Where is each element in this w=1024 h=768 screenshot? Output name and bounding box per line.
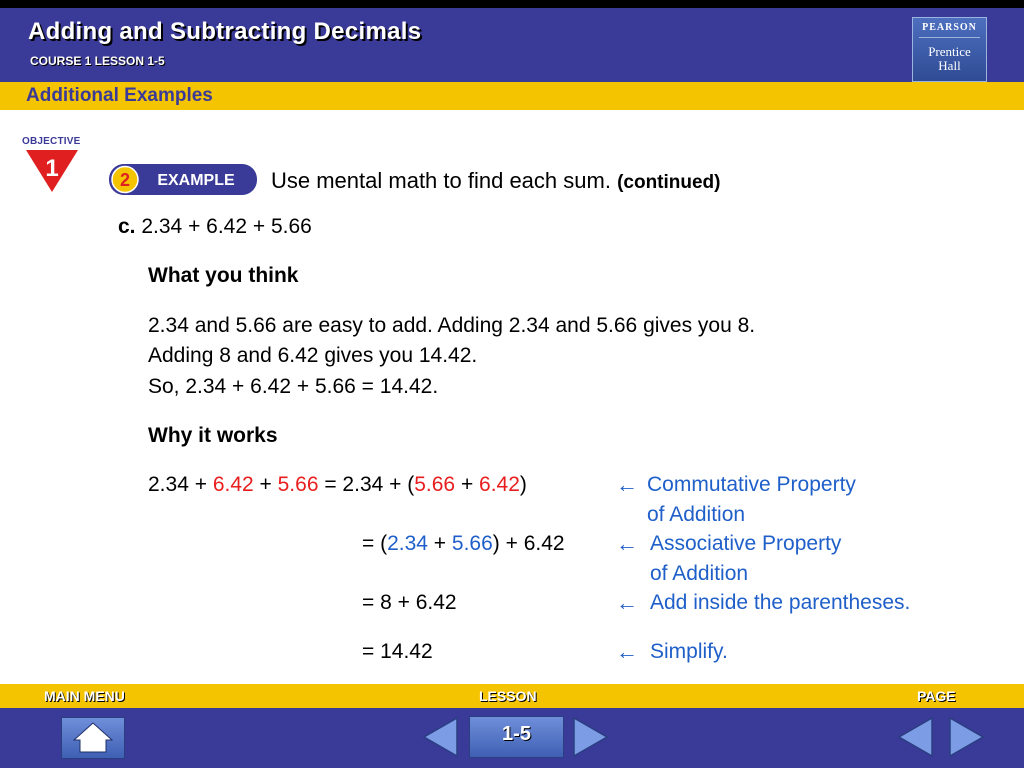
prev-page-arrow-icon [899,718,932,756]
think-line-2: Adding 8 and 6.42 gives you 14.42. [148,344,478,367]
step-3-arrow-icon: ← [616,590,638,615]
step-2-arrow-icon: ← [616,531,638,556]
step-2-part: + [427,532,452,555]
think-heading: What you think [148,264,299,287]
main-menu-label: MAIN MENU [44,688,125,704]
think-line-3: So, 2.34 + 6.42 + 5.66 = 14.42. [148,375,439,398]
step-1-red-term: 6.42 [479,473,520,496]
step-1-note-line-2: of Addition [647,503,746,526]
course-lesson-subtitle: COURSE 1 LESSON 1-5 [30,54,165,68]
example-heading [271,168,721,194]
problem-letter: c. [118,215,136,238]
step-2-equation [362,532,565,556]
works-heading: Why it works [148,424,278,447]
step-1-part: = 2.34 + ( [318,473,415,496]
example-number: 2 [119,170,131,190]
logo-divider [919,37,980,38]
next-lesson-arrow-icon [574,718,607,756]
next-page-button[interactable] [946,716,986,758]
lesson-label: LESSON [479,688,537,704]
step-2-note-line-1: Associative Property [650,532,842,555]
continued-note: (continued) [617,172,721,193]
page-title: Adding and Subtracting Decimals [28,18,422,45]
logo-line-3: Hall [938,58,961,73]
example-heading-text: Use mental math to find each sum. [271,168,611,193]
objective-label: OBJECTIVE [22,136,81,147]
step-1-red-term: 5.66 [414,473,456,496]
step-2-part: ) + 6.42 [492,532,565,555]
step-3-note: Add inside the parentheses. [650,591,911,614]
logo-line-2: Prentice [928,44,971,59]
step-1-part: 2.34 + [148,473,213,496]
problem-expression: 2.34 + 6.42 + 5.66 [141,215,312,238]
example-label: EXAMPLE [157,172,235,189]
main-menu-button[interactable] [61,717,125,759]
prev-lesson-button[interactable] [421,716,461,758]
think-line-1: 2.34 and 5.66 are easy to add. Adding 2.34 and 5.66 gives you 8. [148,314,756,337]
next-lesson-button[interactable] [570,716,610,758]
step-1-part: ) [519,473,527,496]
step-1-red-term: 6.42 [212,473,254,496]
step-1-note-line-1: Commutative Property [647,473,856,496]
objective-number: 1 [45,155,59,182]
step-1-red-term: 5.66 [277,473,319,496]
next-page-arrow-icon [950,718,983,756]
step-2-part: = ( [362,532,388,555]
page-label: PAGE [917,688,956,704]
prev-lesson-arrow-icon [424,718,457,756]
step-1-equation [148,473,527,497]
pearson-logo [912,17,987,82]
step-2-blue-term: 2.34 [387,532,428,555]
header-bar [0,8,1024,82]
problem-line [118,215,312,239]
step-1-arrow-icon: ← [616,472,638,497]
logo-line-1: PEARSON [922,22,977,33]
lesson-number-display: 1-5 [469,716,564,758]
step-2-blue-term: 5.66 [451,532,493,555]
step-1-part: + [455,473,480,496]
top-border [0,0,1024,8]
step-3-equation: = 8 + 6.42 [362,591,457,614]
step-4-note: Simplify. [650,640,728,663]
prev-page-button[interactable] [896,716,936,758]
home-icon [62,718,124,758]
example-badge [108,163,258,196]
objective-triangle-icon [26,150,78,192]
step-4-arrow-icon: ← [616,639,638,664]
section-label: Additional Examples [26,85,213,106]
step-4-equation: = 14.42 [362,640,433,663]
step-1-part: + [253,473,278,496]
step-2-note-line-2: of Addition [650,562,749,585]
